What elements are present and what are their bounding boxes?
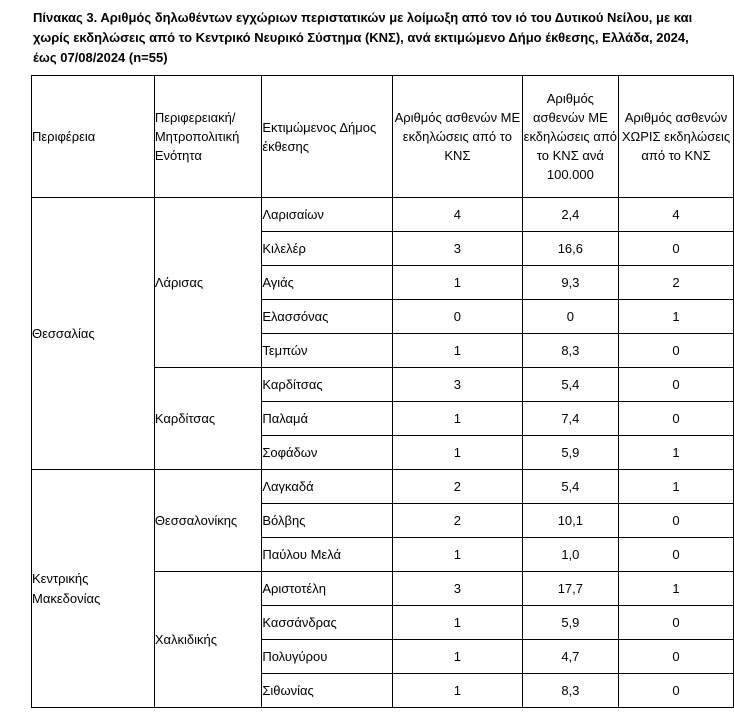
with-cns-cell: 2 — [393, 470, 523, 504]
with-cns-cell: 3 — [393, 572, 523, 606]
with-cns-cell: 1 — [393, 334, 523, 368]
without-cns-cell: 0 — [619, 368, 734, 402]
rate-cell: 17,7 — [522, 572, 618, 606]
table-body — [32, 198, 734, 708]
rate-cell: 7,4 — [522, 402, 618, 436]
unit-cell: Χαλκιδικής — [154, 572, 262, 708]
without-cns-cell: 2 — [619, 266, 734, 300]
rate-cell: 1,0 — [522, 538, 618, 572]
without-cns-cell: 4 — [619, 198, 734, 232]
without-cns-cell: 0 — [619, 606, 734, 640]
with-cns-cell: 2 — [393, 504, 523, 538]
header-unit: Περιφερειακή/ Μητροπολιτική Ενότητα — [154, 76, 262, 198]
rate-cell: 0 — [522, 300, 618, 334]
municipality-cell: Πολυγύρου — [262, 640, 393, 674]
municipality-cell: Σιθωνίας — [262, 674, 393, 708]
municipality-cell: Λαρισαίων — [262, 198, 393, 232]
with-cns-cell: 3 — [393, 232, 523, 266]
with-cns-cell: 1 — [393, 436, 523, 470]
municipality-cell: Ελασσόνας — [262, 300, 393, 334]
rate-cell: 10,1 — [522, 504, 618, 538]
rate-cell: 2,4 — [522, 198, 618, 232]
rate-cell: 9,3 — [522, 266, 618, 300]
without-cns-cell: 0 — [619, 504, 734, 538]
cases-table — [31, 75, 734, 708]
without-cns-cell: 1 — [619, 300, 734, 334]
municipality-cell: Καρδίτσας — [262, 368, 393, 402]
rate-cell: 5,4 — [522, 470, 618, 504]
table-row — [32, 470, 734, 504]
table-caption: Πίνακας 3. Αριθμός δηλωθέντων εγχώριων περιστατικών με λοίμωξη από τον ιό του Δυτικού Νείλου, με και χωρίς εκδηλώσεις από το Κεντρικό Νευρικό Σύστημα (ΚΝΣ), ανά εκτιμώμενο Δήμο έκθεσης, Ελλάδα, 2024, έως 07/08/2024 (n=55) — [33, 10, 693, 65]
with-cns-cell: 3 — [393, 368, 523, 402]
with-cns-cell: 4 — [393, 198, 523, 232]
unit-cell: Καρδίτσας — [154, 368, 262, 470]
municipality-cell: Αριστοτέλη — [262, 572, 393, 606]
without-cns-cell: 0 — [619, 334, 734, 368]
without-cns-cell: 0 — [619, 538, 734, 572]
municipality-cell: Κιλελέρ — [262, 232, 393, 266]
with-cns-cell: 1 — [393, 538, 523, 572]
rate-cell: 8,3 — [522, 334, 618, 368]
rate-cell: 4,7 — [522, 640, 618, 674]
unit-cell: Λάρισας — [154, 198, 262, 368]
without-cns-cell: 0 — [619, 232, 734, 266]
header-with-cns: Αριθμός ασθενών ΜΕ εκδηλώσεις από το ΚΝΣ — [393, 76, 523, 198]
without-cns-cell: 0 — [619, 640, 734, 674]
header-municipality: Εκτιμώμενος Δήμος έκθεσης — [262, 76, 393, 198]
header-without-cns: Αριθμός ασθενών ΧΩΡΙΣ εκδηλώσεις από το ΚΝΣ — [619, 76, 734, 198]
region-cell: Κεντρικής Μακεδονίας — [32, 470, 155, 708]
region-cell: Θεσσαλίας — [32, 198, 155, 470]
municipality-cell: Βόλβης — [262, 504, 393, 538]
unit-cell: Θεσσαλονίκης — [154, 470, 262, 572]
rate-cell: 16,6 — [522, 232, 618, 266]
rate-cell: 5,4 — [522, 368, 618, 402]
with-cns-cell: 1 — [393, 402, 523, 436]
without-cns-cell: 1 — [619, 572, 734, 606]
table-row — [32, 198, 734, 232]
rate-cell: 5,9 — [522, 436, 618, 470]
header-region: Περιφέρεια — [32, 76, 155, 198]
municipality-cell: Παύλου Μελά — [262, 538, 393, 572]
without-cns-cell: 0 — [619, 402, 734, 436]
rate-cell: 5,9 — [522, 606, 618, 640]
municipality-cell: Σοφάδων — [262, 436, 393, 470]
municipality-cell: Κασσάνδρας — [262, 606, 393, 640]
municipality-cell: Λαγκαδά — [262, 470, 393, 504]
municipality-cell: Αγιάς — [262, 266, 393, 300]
with-cns-cell: 1 — [393, 266, 523, 300]
without-cns-cell: 1 — [619, 436, 734, 470]
header-rate: Αριθμός ασθενών ΜΕ εκδηλώσεις από το ΚΝΣ ανά 100.000 — [522, 76, 618, 198]
municipality-cell: Τεμπών — [262, 334, 393, 368]
without-cns-cell: 0 — [619, 674, 734, 708]
rate-cell: 8,3 — [522, 674, 618, 708]
with-cns-cell: 0 — [393, 300, 523, 334]
without-cns-cell: 1 — [619, 470, 734, 504]
with-cns-cell: 1 — [393, 640, 523, 674]
municipality-cell: Παλαμά — [262, 402, 393, 436]
header-row — [32, 76, 734, 198]
with-cns-cell: 1 — [393, 606, 523, 640]
with-cns-cell: 1 — [393, 674, 523, 708]
